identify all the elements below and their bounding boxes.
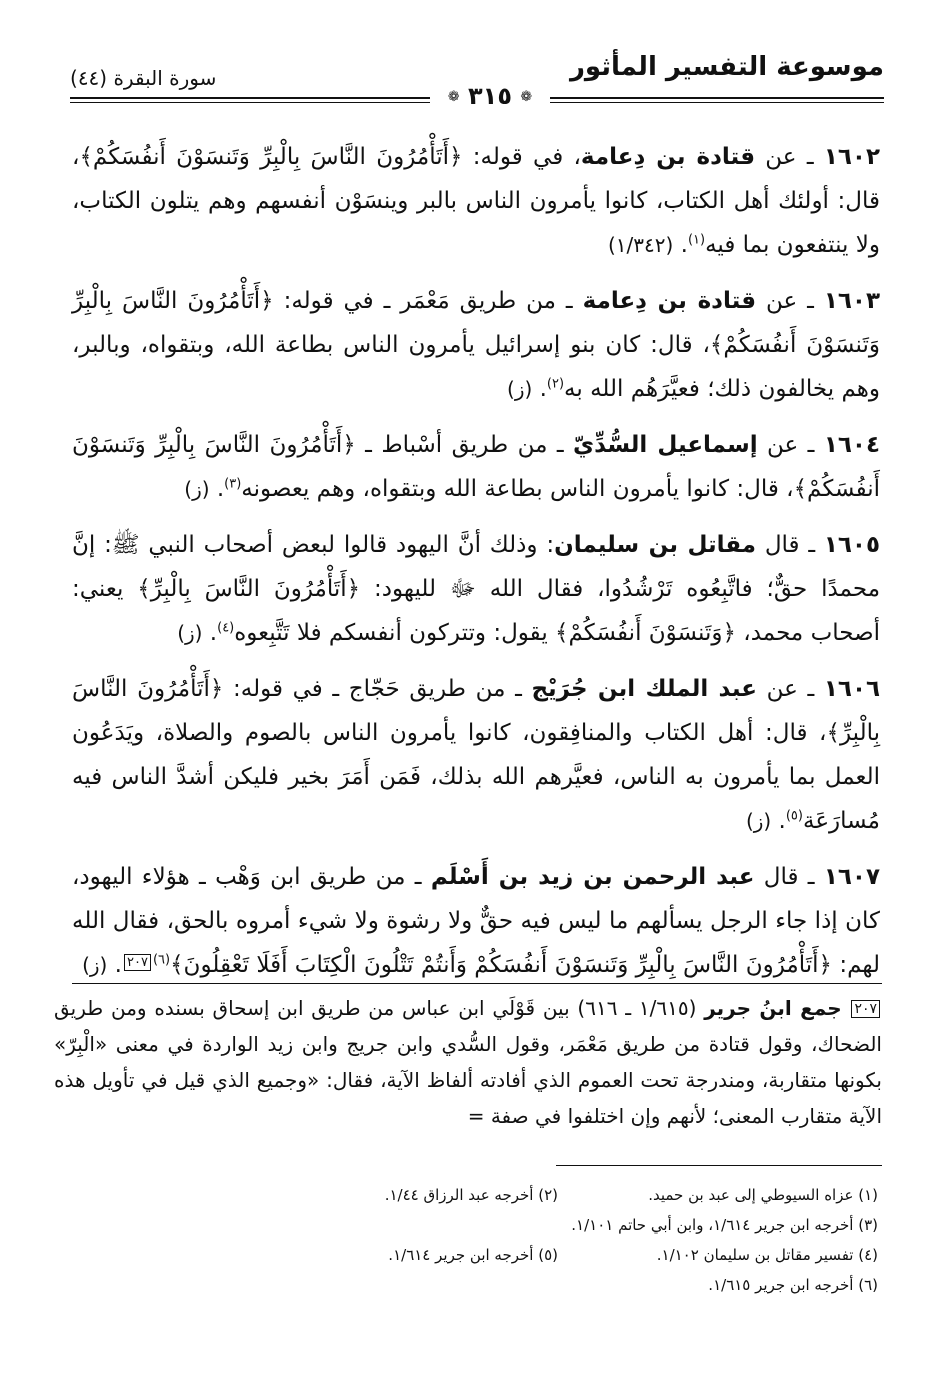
narration-number: ١٦٠٦ <box>823 676 881 702</box>
footnote-marker: (٣) <box>224 476 242 492</box>
book-title: موسوعة التفسير المأثور <box>569 52 884 82</box>
narration-number: ١٦٠٥ <box>823 532 881 558</box>
volume-reference: (ز) <box>745 809 772 833</box>
quran-quote: ﴿أَتَأْمُرُونَ النَّاسَ بِالْبِرِّ وَتَنسَوْنَ أَنفُسَكُمْ﴾ <box>72 288 881 358</box>
footnote: (٣) أخرجه ابن جرير ١/٦١٤، وابن أبي حاتم ١/١٠١. <box>571 1216 878 1234</box>
footnote: (١) عزاه السيوطي إلى عبد بن حميد. <box>648 1186 878 1204</box>
sura-name: سورة البقرة (٤٤) <box>70 66 217 90</box>
footnote: (٥) أخرجه ابن جرير ١/٦١٤. <box>388 1246 558 1264</box>
narration-entry: ١٦٠٥ ـ قال مقاتل بن سليمان: وذلك أنَّ اليهود قالوا لبعض أصحاب النبي ﷺ: إنَّ محمدًا حقٌّ؛ فاتَّبِعُوه تَرْشُدُوا، فقال الله ﷻ لليهود: ﴿أَتَأْمُرُونَ النَّاسَ بِالْبِرِّ﴾ يعني: أصحاب محمد، ﴿وَتَنسَوْنَ أَنفُسَكُمْ﴾ يقول: وتتركون أنفسكم فلا تَتَّبِعوه$^{(٤)}$. (ز) <box>72 532 881 646</box>
comment-text: (١/٦١٥ ـ ٦١٦) بين قَوْلَي ابن عباس من طريق ابن إسحاق بسنده ومن طريق الضحاك، وقول قتادة من طريق مَعْمَر، وقول السُّدي وابن جريج وابن زيد الواردة في معنى «الْبِرّ» بكونها متقاربة، ومندرجة تحت العموم الذي أفادته ألفاظ الآية، فقال: «وجميع الذي قيل في تأويل هذه الآية متقارب المعنى؛ لأنهم وإن اختلفوا في صفة = <box>54 996 882 1128</box>
narration-entry: ١٦٠٦ ـ عن عبد الملك ابن جُرَيْج ـ من طريق حَجّاج ـ في قوله: ﴿أَتَأْمُرُونَ النَّاسَ بِالْبِرِّ﴾، قال: أهل الكتاب والمنافِقون، كانوا يأمرون الناس بالصوم والصلاة، ويَدَعُون العمل بما يأمرون به الناس، فعيَّرهم الله بذلك، فَمَن أَمَرَ بخير فليكن أشدَّ الناس فيه مُسارَعَة$^{(٥)}$. (ز) <box>72 676 881 834</box>
footnotes <box>238 1180 878 1300</box>
footnote-row <box>238 1180 878 1210</box>
quran-quote: ﴿أَتَأْمُرُونَ النَّاسَ بِالْبِرِّ وَتَنسَوْنَ أَنفُسَكُمْ﴾ <box>72 432 880 502</box>
running-header <box>70 50 884 110</box>
narration-entry: ١٦٠٧ ـ قال عبد الرحمن بن زيد بن أَسْلَم ـ من طريق ابن وَهْب ـ هؤلاء اليهود، كان إذا جاء الرجل يسألهم ما ليس فيه حقٌّ ولا رشوة ولا شيء أمروه بالحق، فقال الله لهم: ﴿أَتَأْمُرُونَ النَّاسَ بِالْبِرِّ وَتَنسَوْنَ أَنفُسَكُمْ وَأَنتُمْ تَتْلُونَ الْكِتَابَ أَفَلَا تَعْقِلُونَ﴾$^{(٦)٢٠٧}$. (ز) <box>72 864 881 978</box>
page-number: ٣١٥ <box>468 82 512 110</box>
quran-quote: ﴿أَتَأْمُرُونَ النَّاسَ بِالْبِرِّ﴾ <box>137 576 361 602</box>
narration-number: ١٦٠٢ <box>823 144 880 170</box>
narrator-name: عبد الملك ابن جُرَيْج <box>531 676 757 702</box>
footnote-row <box>238 1270 878 1300</box>
comment-number-box: ٢٠٧ <box>851 1000 880 1018</box>
footnote-rule <box>556 1165 882 1166</box>
volume-reference: (ز) <box>184 477 210 501</box>
narrator-name: إسماعيل السُّدِّيّ <box>573 432 758 458</box>
footnote: (٦) أخرجه ابن جرير ١/٦١٥. <box>708 1276 878 1294</box>
narration-entry: ١٦٠٣ ـ عن قتادة بن دِعامة ـ من طريق مَعْمَر ـ في قوله: ﴿أَتَأْمُرُونَ النَّاسَ بِالْبِرِّ وَتَنسَوْنَ أَنفُسَكُمْ﴾، قال: كان بنو إسرائيل يأمرون الناس بطاعة الله، وبتقواه، وبالبر، وهم يخالفون ذلك؛ فعيَّرَهُم الله به$^{(٢)}$. (ز) <box>72 288 881 402</box>
footnote-row <box>238 1240 878 1270</box>
narration-number: ١٦٠٣ <box>823 288 881 314</box>
ornament-icon: ❁ <box>520 89 533 105</box>
footnote: (٢) أخرجه عبد الرزاق ١/٤٤. <box>384 1186 558 1204</box>
comment-ref-box[interactable]: ٢٠٧ <box>124 954 151 971</box>
footnote-marker: (٢) <box>546 376 565 392</box>
editor-comment <box>54 990 882 1134</box>
footnote-marker: (٤) <box>217 620 235 636</box>
volume-reference: (ز) <box>82 953 108 977</box>
comment-separator <box>72 983 882 984</box>
narration-number: ١٦٠٤ <box>823 432 880 458</box>
footnote: (٤) تفسير مقاتل بن سليمان ١/١٠٢. <box>656 1246 878 1264</box>
narrator-name: عبد الرحمن بن زيد بن أَسْلَم <box>430 864 755 890</box>
narration-entry: ١٦٠٤ ـ عن إسماعيل السُّدِّيّ ـ من طريق أسْباط ـ ﴿أَتَأْمُرُونَ النَّاسَ بِالْبِرِّ وَتَنسَوْنَ أَنفُسَكُمْ﴾، قال: كانوا يأمرون الناس بطاعة الله وبتقواه، وهم يعصونه$^{(٣)}$. (ز) <box>72 432 880 502</box>
page-number-block <box>430 82 550 110</box>
narrator-name: قتادة بن دِعامة <box>580 144 756 170</box>
quran-quote: ﴿أَتَأْمُرُونَ النَّاسَ بِالْبِرِّ وَتَنسَوْنَ أَنفُسَكُمْ وَأَنتُمْ تَتْلُونَ الْكِتَابَ أَفَلَا تَعْقِلُونَ﴾ <box>170 952 833 978</box>
volume-reference: (ز) <box>177 621 203 645</box>
volume-reference: (١/٣٤٢) <box>607 233 674 257</box>
footnote-marker: (٦) <box>152 952 171 968</box>
narration-number: ١٦٠٧ <box>823 864 881 890</box>
narrator-name: قتادة بن دِعامة <box>582 288 757 314</box>
quran-quote: ﴿أَتَأْمُرُونَ النَّاسَ بِالْبِرِّ وَتَنسَوْنَ أَنفُسَكُمْ﴾ <box>79 144 463 170</box>
footnote-marker: (٥) <box>785 808 803 824</box>
footnote-marker: (١) <box>687 232 706 248</box>
narration-entry: ١٦٠٢ ـ عن قتادة بن دِعامة، في قوله: ﴿أَتَأْمُرُونَ النَّاسَ بِالْبِرِّ وَتَنسَوْنَ أَنفُسَكُمْ﴾، قال: أولئك أهل الكتاب، كانوا يأمرون الناس بالبر وينسَوْن أنفسهم وهم يتلون الكتاب، ولا ينتفعون بما فيه$^{(١)}$. (١/٣٤٢) <box>72 144 880 258</box>
footnote-row <box>238 1210 878 1240</box>
comment-author: جمع ابنُ جرير <box>704 996 842 1020</box>
ornament-icon: ❁ <box>447 89 460 105</box>
narrator-name: مقاتل بن سليمان <box>554 532 757 558</box>
volume-reference: (ز) <box>507 377 533 401</box>
quran-quote: ﴿أَتَأْمُرُونَ النَّاسَ بِالْبِرِّ﴾ <box>72 676 880 746</box>
main-text <box>72 135 880 999</box>
